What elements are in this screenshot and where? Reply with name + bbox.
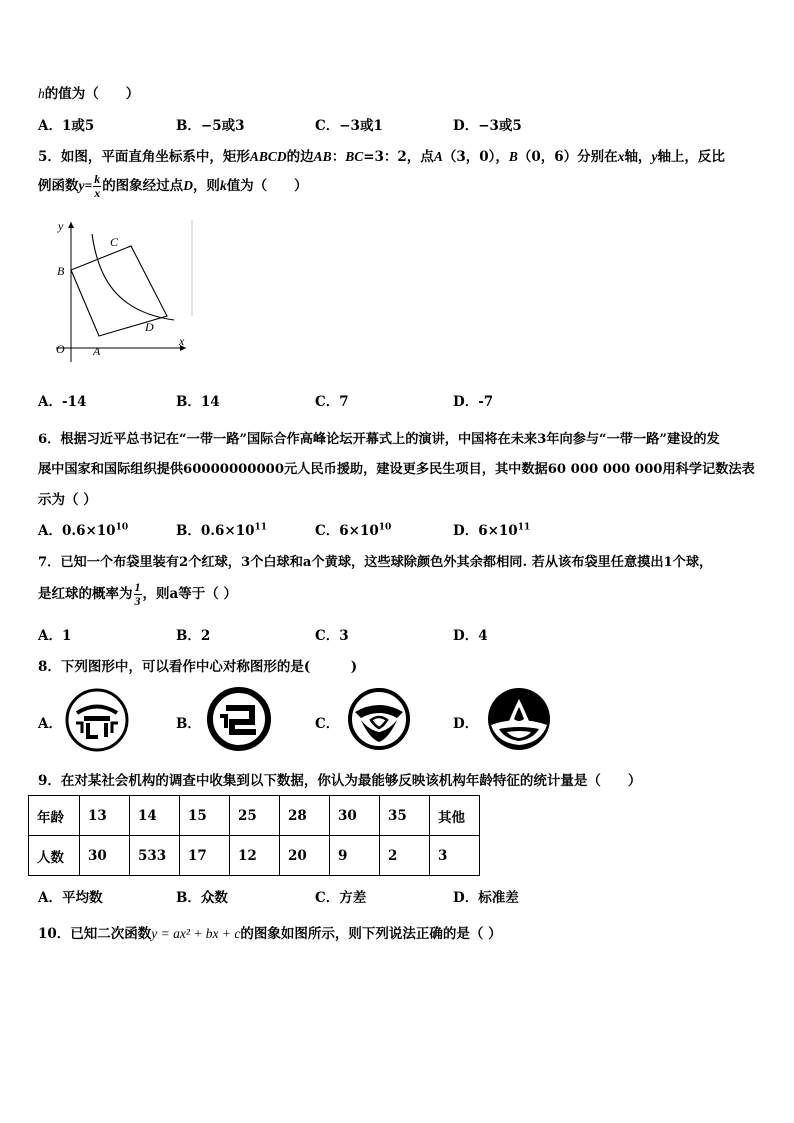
q5-axis-end: 轴上，反比	[657, 149, 725, 165]
table-cell: 15	[180, 796, 230, 836]
q8-stem: 8．下列图形中，可以看作中心对称图形的是( )	[38, 659, 358, 675]
q4-options	[38, 114, 758, 134]
q4-option-b[interactable]: B．−5或3	[176, 118, 245, 134]
table-cell: 人数	[29, 836, 80, 876]
q7-stem-line1: 7．已知一个布袋里装有2个红球，3个白球和a个黄球，这些球除颜色外其余都相同. 若从该布袋里任意摸出1个球，	[38, 555, 713, 570]
q5-option-a[interactable]: A．-14	[38, 394, 87, 410]
q7-option-a[interactable]: A．1	[38, 628, 72, 644]
table-cell: 533	[130, 836, 180, 876]
q5-point-a-coord: （3，0），	[442, 149, 509, 165]
q8-option-b[interactable]: B．	[176, 716, 201, 732]
q5-coordinate-figure	[36, 212, 196, 362]
q5-fig-label-c: C	[110, 235, 119, 249]
q9-option-c[interactable]: C．方差	[315, 890, 367, 906]
q5-text-6: 值为（ ）	[226, 178, 308, 194]
table-cell: 35	[380, 796, 430, 836]
q5-fig-label-b: B	[57, 264, 65, 278]
q6-option-b-exp: 11	[254, 522, 268, 533]
q6-option-c[interactable]	[315, 519, 391, 539]
table-cell: 2	[380, 836, 430, 876]
q7-options	[38, 624, 758, 644]
table-row	[29, 796, 480, 836]
q7-fraction	[134, 581, 142, 608]
q10-text-2: 的图象如图所示，则下列说法正确的是（ ）	[240, 926, 502, 942]
q5-stem-line1	[38, 145, 725, 165]
table-row	[29, 836, 480, 876]
q7-frac-den: 3	[134, 594, 141, 608]
q5-stem-line2	[38, 172, 308, 200]
q4-var-h: h	[38, 86, 45, 101]
q6-option-b[interactable]	[176, 519, 267, 539]
q8-option-a[interactable]: A．	[38, 716, 62, 732]
q5-text-3: 例函数	[38, 178, 79, 194]
q5-axis-mid: 轴，	[624, 149, 652, 165]
table-cell: 30	[330, 796, 380, 836]
q5-text-2: 的边	[286, 149, 314, 165]
q5-x-axis: x	[617, 149, 625, 164]
q8-emblem-b[interactable]	[206, 686, 272, 752]
q5-option-b[interactable]: B．14	[176, 394, 220, 410]
q7-frac-num: 1	[134, 580, 141, 594]
q10-stem	[38, 922, 502, 942]
q8-option-c[interactable]: C．	[315, 716, 340, 732]
q4-option-a[interactable]: A．1或5	[38, 118, 95, 134]
q6-option-d-text: D．6×10	[453, 523, 518, 539]
q5-option-c[interactable]: C．7	[315, 394, 349, 410]
q8-emblem-c[interactable]	[345, 686, 413, 752]
q4-stem	[38, 82, 139, 102]
table-cell: 12	[230, 836, 280, 876]
q5-fraction	[93, 173, 101, 200]
q7-text-2: ，则a等于（ ）	[142, 586, 237, 602]
q4-option-d[interactable]: D．−3或5	[453, 118, 522, 134]
q10-text-1: 10．已知二次函数	[38, 926, 152, 942]
q5-frac-num: k	[94, 172, 101, 186]
q8-emblem-a[interactable]	[64, 687, 130, 753]
q5-fig-label-y: y	[58, 219, 64, 233]
q6-options	[38, 519, 758, 539]
q5-point-d: D	[183, 178, 193, 193]
q5-var-k: k	[219, 178, 227, 193]
q5-fig-label-x: x	[179, 334, 185, 348]
q5-fig-label-d: D	[145, 320, 154, 334]
q6-option-d[interactable]	[453, 519, 530, 539]
table-cell: 17	[180, 836, 230, 876]
q6-option-d-exp: 11	[517, 522, 531, 533]
q6-option-a[interactable]	[38, 519, 128, 539]
table-cell: 3	[430, 836, 480, 876]
q5-fig-label-o: O	[56, 342, 65, 356]
table-cell: 其他	[430, 796, 480, 836]
table-cell: 20	[280, 836, 330, 876]
q7-option-d[interactable]: D．4	[453, 628, 488, 644]
q6-option-a-text: A．0.6×10	[38, 523, 116, 539]
q6-option-b-text: B．0.6×10	[176, 523, 255, 539]
table-cell: 30	[80, 836, 130, 876]
q5-text-4: 的图象经过点	[102, 178, 184, 194]
q6-option-c-exp: 10	[378, 522, 392, 533]
q5-option-d[interactable]: D．-7	[453, 394, 494, 410]
q7-text-1: 是红球的概率为	[38, 586, 133, 602]
q4-stem-text: 的值为（ ）	[44, 86, 140, 102]
q9-option-a[interactable]: A．平均数	[38, 890, 103, 906]
q6-option-c-text: C．6×10	[315, 523, 379, 539]
table-cell: 13	[80, 796, 130, 836]
table-cell: 9	[330, 836, 380, 876]
q5-side-bc: BC	[345, 149, 364, 164]
q5-fig-label-a: A	[93, 344, 101, 358]
q9-option-d[interactable]: D．标准差	[453, 890, 519, 906]
q5-y-axis: y	[651, 149, 658, 164]
q5-text-5: ，则	[192, 178, 220, 194]
table-cell: 14	[130, 796, 180, 836]
q5-options	[38, 390, 758, 410]
q6-option-a-exp: 10	[115, 522, 129, 533]
q5-ratio: =3：2，点	[363, 149, 434, 165]
q7-option-b[interactable]: B．2	[176, 628, 211, 644]
q5-rect-name: ABCD	[249, 149, 287, 164]
q5-point-b: B	[508, 149, 518, 164]
q5-fig-hyperbola	[92, 234, 174, 320]
q8-emblem-d[interactable]	[485, 685, 553, 753]
q6-stem-line1: 6．根据习近平总书记在“一带一路”国际合作高峰论坛开幕式上的演讲，中国将在未来3年向参与“一带一路”建设的发	[38, 432, 720, 447]
q5-point-a: A	[433, 149, 443, 164]
q4-option-c[interactable]: C．−3或1	[315, 118, 383, 134]
q5-colon: ：	[331, 149, 346, 165]
q9-option-b[interactable]: B．众数	[176, 890, 228, 906]
q8-option-d[interactable]: D．	[453, 716, 479, 732]
q5-text-1: 5．如图，平面直角坐标系中，矩形	[38, 149, 250, 165]
q7-option-c[interactable]: C．3	[315, 628, 349, 644]
q5-point-b-coord: （0，6）分别在	[517, 149, 618, 165]
q5-fig-y-arrow	[68, 222, 74, 228]
q6-stem-line2: 展中国家和国际组织提供60000000000元人民币援助，建设更多民生项目，其中数据60 000 000 000用科学记数法表	[38, 462, 755, 477]
table-cell: 25	[230, 796, 280, 836]
q5-frac-den: x	[94, 186, 101, 200]
q5-y-equals: y=	[78, 178, 93, 193]
q10-formula: y = ax² + bx + c	[151, 926, 241, 941]
q9-options	[38, 886, 758, 906]
q7-stem-line2	[38, 578, 237, 610]
q6-stem-line3: 示为（ ）	[38, 492, 97, 508]
table-cell: 年龄	[29, 796, 80, 836]
q5-side-ab: AB	[313, 149, 332, 164]
q9-data-table	[28, 795, 480, 876]
q9-stem: 9．在对某社会机构的调查中收集到以下数据，你认为最能够反映该机构年龄特征的统计量是（ ）	[38, 773, 642, 789]
table-cell: 28	[280, 796, 330, 836]
